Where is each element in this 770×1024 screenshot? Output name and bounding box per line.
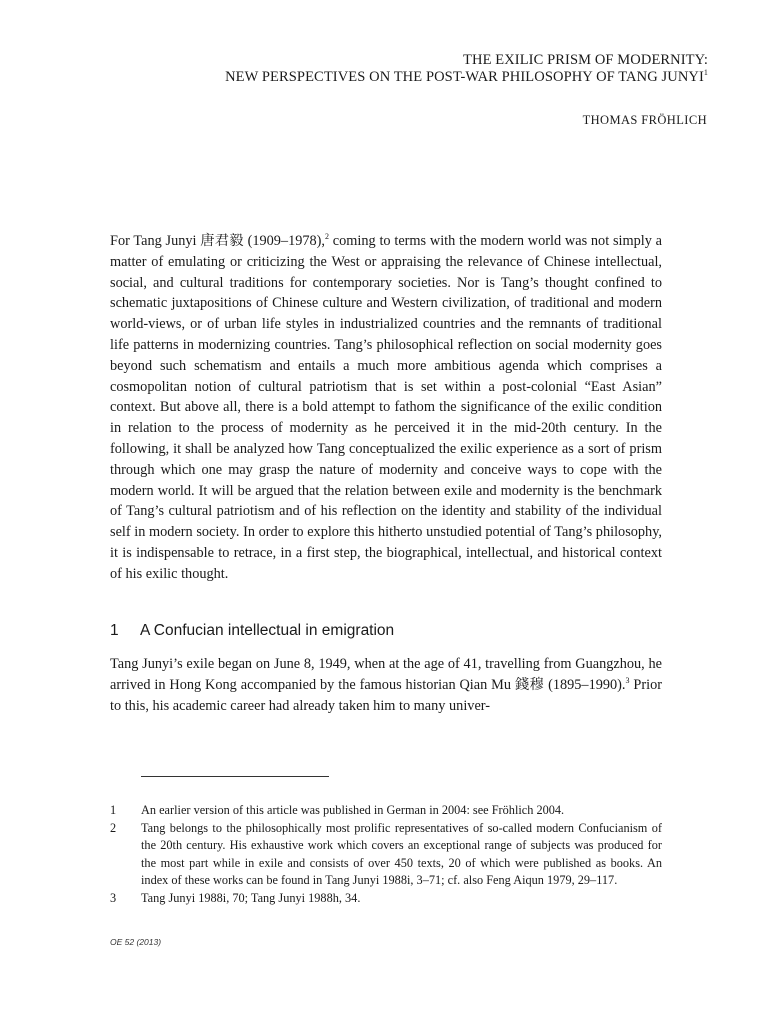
intro-text-1: For Tang Junyi: [110, 233, 201, 249]
footnote-divider: [141, 776, 329, 777]
footnote-item: [110, 820, 662, 890]
intro-text-3: coming to terms with the modern world was not simply a matter of emulating or criticizing the West or appraising the relevance of Chinese intellectual, social, and cultural traditions for contemporary societies. Nor is Tang’s thought confined to schematic juxtapositions of Chinese culture and Western civilization, of traditional and modern world-views, or of urban life styles in industrialized countries and the remnants of traditional life patterns in modernizing countries. Tang’s philosophical reflection on social modernity goes beyond such schematism and entails a much more ambitious agenda which comprises a cosmopolitan notion of cultural patriotism that is set within a post-colonial “East Asian” context. But above all, there is a bold attempt to fathom the significance of the exilic condition in relation to the process of modernity as he perceived it in the mid-20th century. In the following, it shall be analyzed how Tang conceptualized the exilic experience as a sort of prism through which one may grasp the nature of modernity and conceive ways to cope with the modern world. It will be argued that the relation between exile and modernity is the benchmark of Tang’s cultural patriotism and of his reflection on the identity and stability of the individual self in modern society. In order to explore this hitherto unstudied potential of Tang’s philosophy, it is indispensable to retrace, in a first step, the biographical, intellectual, and historical context of his exilic thought.: [110, 233, 662, 582]
intro-chinese-name: 唐君毅: [200, 233, 244, 249]
section-footnote-marker[interactable]: 3: [625, 676, 630, 686]
section-title: A Confucian intellectual in emigration: [140, 622, 395, 639]
section-text-3: Prior to this, his academic career had already taken him to many univer-: [110, 676, 662, 714]
footnote-text: Tang Junyi 1988i, 70; Tang Junyi 1988h, 34.: [141, 890, 361, 905]
footnote-number: 2: [110, 820, 117, 835]
title-line-2-text: NEW PERSPECTIVES ON THE POST-WAR PHILOSOPHY OF TANG JUNYI: [225, 69, 704, 85]
footnotes: [110, 802, 662, 908]
section-paragraph: [110, 654, 662, 716]
article-title: [110, 52, 708, 86]
title-footnote-marker[interactable]: 1: [703, 68, 708, 78]
section-text-1: Tang Junyi’s exile began on June 8, 1949, when at the age of 41, travelling from Guangzhou, he arrived in Hong Kong accompanied by the famous historian Qian Mu: [110, 656, 662, 693]
author-name: THOMAS FRÖHLICH: [582, 113, 707, 127]
footnote-number: 1: [110, 803, 117, 817]
intro-paragraph: [110, 231, 662, 585]
section-heading: [110, 621, 662, 641]
footnote-number: 3: [110, 890, 117, 905]
intro-text-2: (1909–1978),: [243, 233, 326, 249]
section-chinese-name: 錢穆: [514, 676, 545, 693]
intro-footnote-marker[interactable]: 2: [325, 232, 330, 242]
title-line-2: [110, 69, 708, 86]
title-line-1: THE EXILIC PRISM OF MODERNITY:: [463, 52, 708, 68]
section-text-2: (1895–1990).: [544, 676, 626, 693]
section-number: 1: [110, 622, 119, 639]
journal-reference: OE 52 (2013): [110, 937, 162, 947]
footnote-text: An earlier version of this article was published in German in 2004: see Fröhlich 2004.: [141, 803, 565, 817]
footnote-item: [110, 802, 662, 820]
footnote-text: Tang belongs to the philosophically most prolific representatives of so-called modern Confucianism of the 20th century. His exhaustive work which covers an exceptional range of subjects was produced for the most part while in exile and consists of over 450 texts, 20 of which were published as books. An index of these works can be found in Tang Junyi 1988i, 3–71; cf. also Feng Aiqun 1979, 29–117.: [141, 820, 662, 888]
footnote-item: [110, 890, 662, 908]
